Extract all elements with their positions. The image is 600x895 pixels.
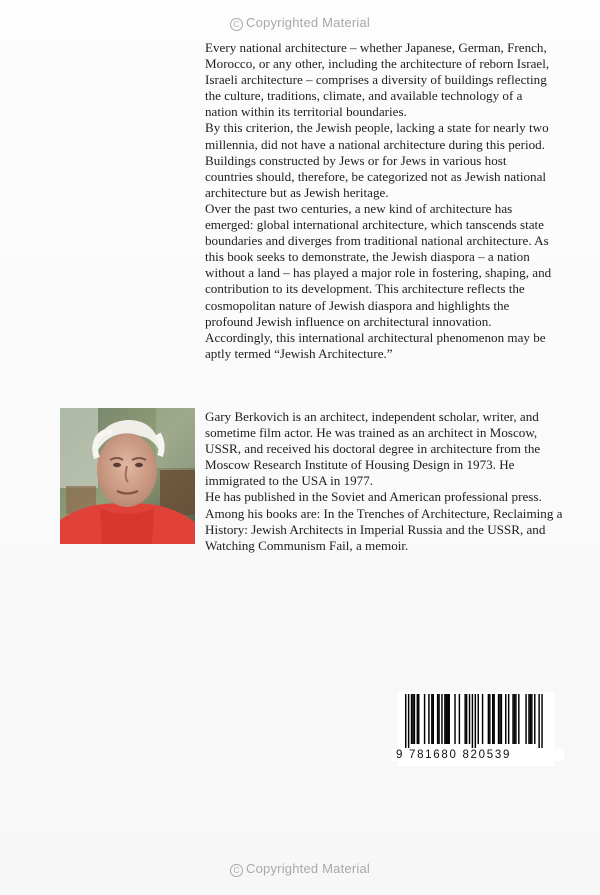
author-bio bbox=[205, 409, 565, 554]
barcode-bar bbox=[482, 694, 483, 744]
barcode-bar bbox=[414, 694, 415, 744]
barcode-bar bbox=[437, 694, 438, 744]
barcode-bar bbox=[441, 694, 442, 744]
barcode-bar bbox=[478, 694, 479, 744]
barcode-bar bbox=[475, 694, 476, 748]
barcode-bar bbox=[417, 694, 418, 744]
barcode-bar bbox=[433, 694, 434, 744]
author-photo bbox=[60, 408, 195, 544]
barcode-bar bbox=[501, 694, 502, 744]
barcode-bar bbox=[514, 694, 515, 744]
barcode-bar bbox=[418, 694, 419, 744]
barcode-bar bbox=[489, 694, 490, 744]
barcode-bar bbox=[449, 694, 450, 744]
copyright-icon: C bbox=[230, 18, 243, 31]
barcode-bar bbox=[528, 694, 529, 744]
watermark-top: C Copyrighted Material bbox=[0, 15, 600, 31]
book-blurb bbox=[205, 40, 557, 362]
barcode-bar bbox=[412, 694, 413, 744]
barcode-bar bbox=[447, 694, 448, 744]
barcode-bar bbox=[525, 694, 526, 744]
copyright-icon: C bbox=[230, 864, 243, 877]
barcode-bar bbox=[428, 694, 429, 744]
barcode-bar bbox=[444, 694, 445, 744]
barcode-bar bbox=[488, 694, 489, 744]
barcode-bar bbox=[538, 694, 539, 748]
blurb-paragraph-2: By this criterion, the Jewish people, lacking a state for nearly two millennia, did not have a national architecture during this period. Buildings constructed by Jews or for Jews in various host countries should, therefore, be categorized not as Jewish national architecture but as Jewish heritage. bbox=[205, 120, 549, 200]
barcode-bar bbox=[534, 694, 535, 744]
author-bio-paragraph-2: He has published in the Soviet and American professional press. Among his books are: In the Trenches of Architecture, Reclaiming a History: Jewish Architects in Imperial Russia and the USSR, and Watching Communism Fail, a memoir. bbox=[205, 489, 563, 553]
isbn-number: 9 781680 820539 bbox=[392, 749, 564, 761]
author-portrait-illustration bbox=[60, 408, 195, 544]
barcode-bar bbox=[466, 694, 467, 744]
barcode-bar bbox=[472, 694, 473, 748]
barcode-bar bbox=[508, 694, 509, 744]
barcode-bar bbox=[531, 694, 532, 744]
barcode-bar bbox=[469, 694, 470, 744]
barcode-bar bbox=[541, 694, 542, 748]
author-bio-paragraph-1: Gary Berkovich is an architect, independent scholar, writer, and sometime film actor. He was trained as an architect in Moscow, USSR, and received his doctoral degree in architecture from the Moscow Research Institute of Housing Design in 1973. He immigrated to the USA in 1977. bbox=[205, 409, 541, 489]
barcode-bar bbox=[505, 694, 506, 744]
barcode-bar bbox=[493, 694, 494, 744]
barcode-bar bbox=[499, 694, 500, 744]
barcode-bar bbox=[530, 694, 531, 744]
blurb-paragraph-3: Over the past two centuries, a new kind of architecture has emerged: global international architecture, which tanscends state boundaries and diverges from traditional national architecture. As this book seeks to demonstrate, the Jewish diaspora – a nation without a land – has played a major role in fostering, shaping, and contribution to its development. This architecture reflects the cosmopolitan nature of Jewish diaspora and highlights the profound Jewish influence on architectural innovation. Accordingly, this international architectural phenomenon may be aptly termed “Jewish Architecture.” bbox=[205, 200, 552, 361]
barcode-bars bbox=[397, 692, 555, 748]
barcode-bar bbox=[431, 694, 432, 744]
barcode-bar bbox=[454, 694, 455, 744]
barcode-bar bbox=[408, 694, 409, 748]
barcode-bar bbox=[446, 694, 447, 744]
barcode-bar bbox=[411, 694, 412, 744]
watermark-bottom: C Copyrighted Material bbox=[0, 861, 600, 877]
barcode-bar bbox=[515, 694, 516, 744]
barcode-bar bbox=[424, 694, 425, 744]
barcode-bar bbox=[438, 694, 439, 744]
barcode-bar bbox=[464, 694, 465, 744]
barcode-bar bbox=[492, 694, 493, 744]
blurb-paragraph-1: Every national architecture – whether Japanese, German, French, Morocco, or any other, including the architecture of reborn Israel, Israeli architecture – comprises a diversity of buildings reflecting the culture, traditions, climate, and available technology of a nation within its territorial boundaries. bbox=[205, 40, 550, 120]
barcode-bar bbox=[405, 694, 406, 748]
barcode-bar bbox=[498, 694, 499, 744]
barcode-bar bbox=[459, 694, 460, 744]
barcode-bar bbox=[512, 694, 513, 744]
barcode-bar bbox=[518, 694, 519, 744]
